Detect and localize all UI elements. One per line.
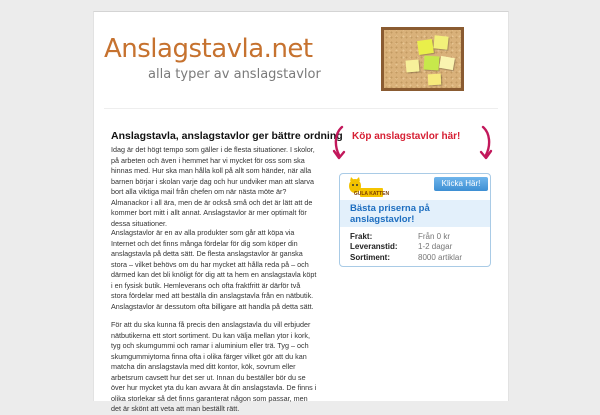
assortment-value: 8000 artiklar: [418, 253, 463, 262]
header-divider: [104, 108, 498, 109]
gula-katten-logo[interactable]: [346, 176, 390, 198]
assortment-label: Sortiment:: [350, 253, 390, 262]
delivery-label: Leveranstid:: [350, 242, 398, 251]
article-title: Anslagstavla, anslagstavlor ger bättre ordning: [111, 130, 343, 142]
logo-text: GULA KATTEN: [353, 191, 390, 197]
site-logo[interactable]: Anslagstavla.net: [104, 34, 313, 64]
sticky-note: [433, 35, 448, 49]
widget-heading[interactable]: Bästa priserna på anslagstavlor!: [350, 203, 430, 225]
article-paragraph: För att du ska kunna få precis den anslagstavla du vill erbjuder nätbutikerna ett stort sortiment. Du kan välja mellan ytor i kork, tyg och skumgummi och ramar i aluminium eller trä. Tyg – och skumgummiytorna finna ofta i olika färger vilket gör att du kan matcha din anslagstavla med ditt kontor, kök, sovrum eller arbetsrum cavsett hur det ser ut. Innan du beställer bör du se över hur mycket yta du kan avvara åt din anslagstavla. De finns i olika storlekar så det finns garanterat någon som passar, men det är skönt att veta att man beställt rätt.: [111, 320, 317, 413]
sticky-note: [424, 55, 440, 70]
curved-arrow-left-icon: [332, 125, 346, 161]
sticky-note: [417, 39, 434, 55]
click-here-button[interactable]: Klicka Här!: [434, 177, 488, 191]
site-tagline: alla typer av anslagstavlor: [148, 67, 321, 82]
price-widget[interactable]: [339, 173, 491, 267]
page-container: [93, 11, 509, 413]
delivery-value: 1-2 dagar: [418, 242, 453, 251]
article-paragraph: Anslagstavlor är en av alla produkter som går att köpa via Internet och det finns många fördelar för dig som köper din anslagstavla på detta sätt. De flesta anslagstavlor är ganska stora – vilket behövs om du har mycket att hålla reda på – och därmed kan det bli knöligt för dig att ta hem en anslagstavla köpt i en fysisk butik. Hemleverans och ofta fraktfritt är därför två stora fördelar med att beställa din anslagstavla från en nätbutik. Anslagstavlor är dessutom ofta billigare att handla på detta sätt.: [111, 228, 317, 311]
shipping-value: Från 0 kr: [418, 232, 451, 241]
sticky-note: [439, 56, 455, 70]
sticky-note: [428, 74, 442, 86]
buy-cta-heading[interactable]: Köp anslagstavlor här!: [352, 131, 461, 142]
sticky-note: [406, 59, 420, 72]
shipping-label: Frakt:: [350, 232, 373, 241]
corkboard-image: [381, 27, 464, 91]
article-paragraph: Idag är det högt tempo som gäller i de flesta situationer. I skolor, på arbeten och även i hemmet har vi mycket för oss som ska hinnas med. Hur ska man hålla koll på allt som händer, när alla barnen börjar i skolan varje dag och hur undviker man att slarva bort alla viktiga mail från chefen om när nästa möte är? Almanackor i all ära, men de är också små och det är lätt att de kommer bort mitt i allt annat. Anslagstavlor är mer optimalt för dessa situationer.: [111, 145, 315, 228]
curved-arrow-right-icon: [479, 125, 493, 161]
widget-heading-band: [340, 200, 490, 227]
